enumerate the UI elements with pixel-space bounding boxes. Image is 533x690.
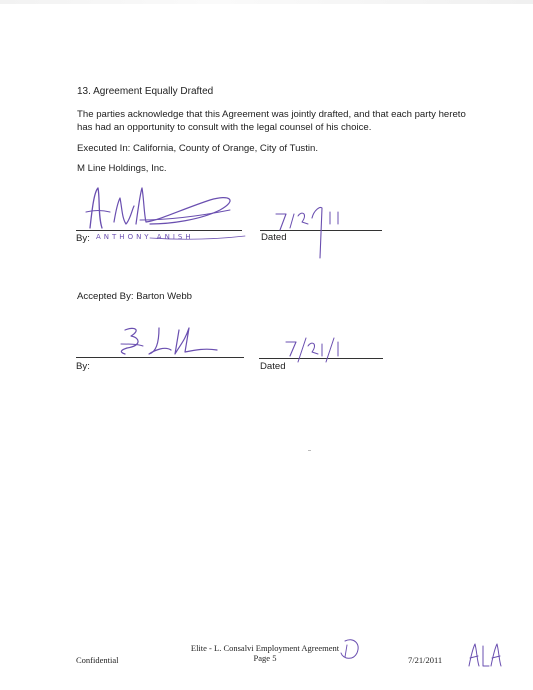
printed-name-underline (150, 232, 250, 242)
company-signature (80, 180, 250, 240)
dated-label-2: Dated (260, 361, 286, 372)
accepted-by-text: Accepted By: Barton Webb (77, 291, 193, 302)
footer-page-number: Page 5 (253, 653, 277, 663)
section-heading: 13. Agreement Equally Drafted (77, 86, 214, 97)
executed-in-text: Executed In: California, County of Orange, City of Tustin. (77, 143, 319, 154)
by-label-1: By: (76, 233, 90, 244)
by-label-2: By: (76, 361, 90, 372)
printed-name-handwritten: ANTHONY ANISH (96, 233, 194, 241)
signature-line-2 (76, 357, 244, 358)
handwritten-date-2 (282, 332, 352, 372)
dated-label-1: Dated (261, 232, 287, 243)
footer-initials-handwritten (465, 640, 505, 670)
company-name: M Line Holdings, Inc. (77, 163, 167, 174)
footer-agreement-title: Elite - L. Consalvi Employment Agreement (190, 643, 340, 653)
footer-confidential: Confidential (76, 655, 119, 665)
scan-edge (0, 0, 533, 4)
section-paragraph: The parties acknowledge that this Agreement was jointly drafted, and that each party hereto has had an opportunity to consult with the legal counsel of his choice. (77, 109, 466, 133)
footer-initials-circle (335, 635, 365, 665)
signature-line-1 (76, 230, 242, 231)
footer-date: 7/21/2011 (408, 655, 443, 665)
handwritten-date-1 (272, 200, 352, 260)
employee-signature (115, 322, 235, 362)
stray-mark (308, 450, 311, 451)
